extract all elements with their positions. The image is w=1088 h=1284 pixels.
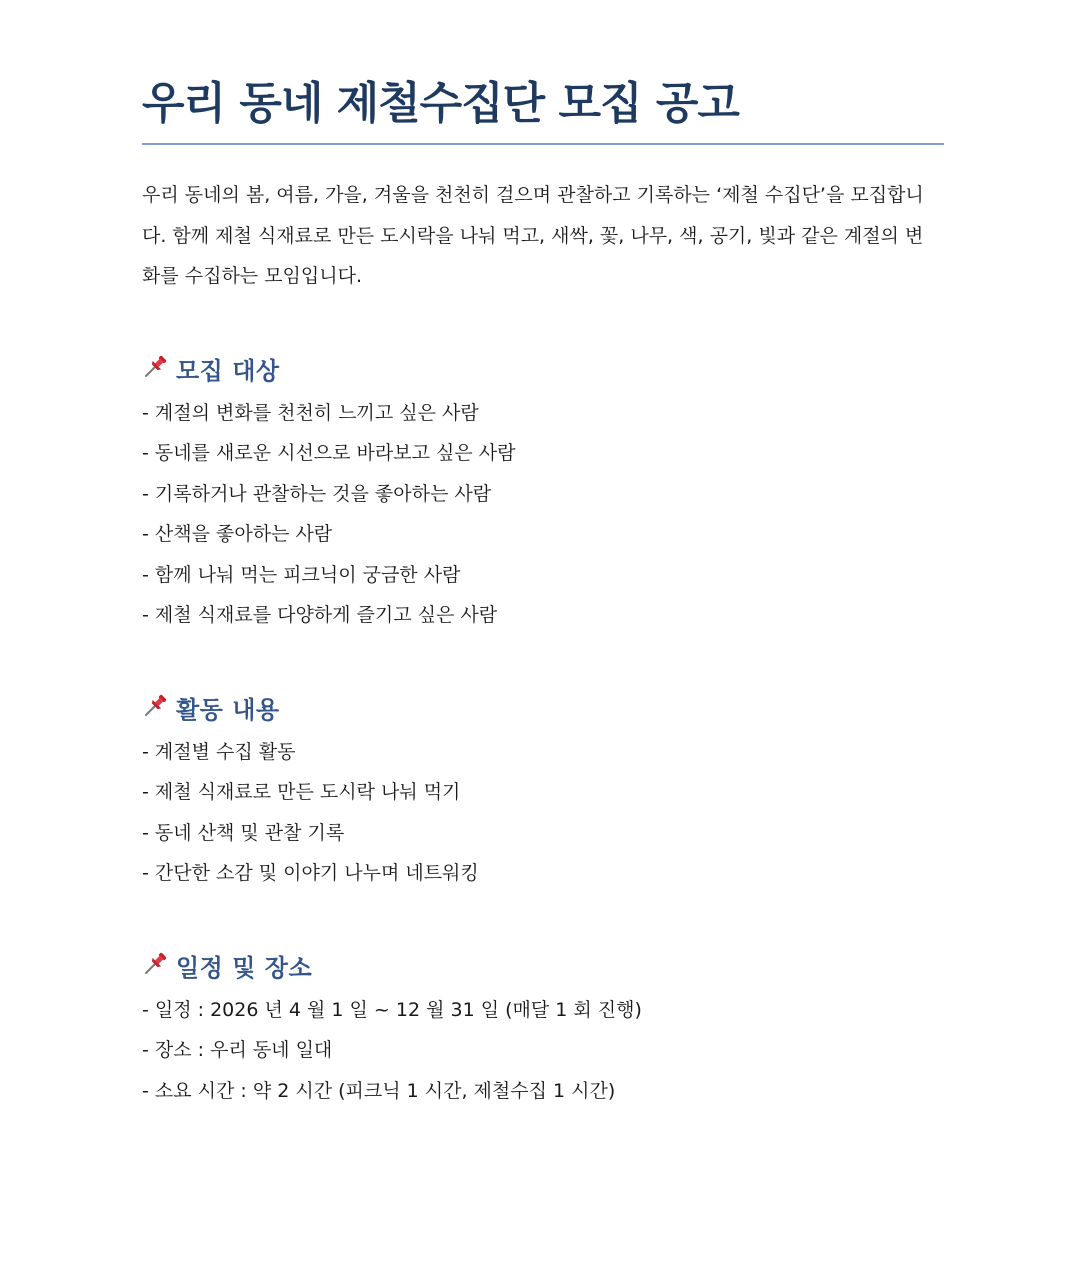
page-title: 우리 동네 제철수집단 모집 공고 [142,78,739,129]
section-title: 일정 및 장소 [176,954,313,982]
section-list [142,393,944,636]
list-item: - 동네를 새로운 시선으로 바라보고 싶은 사람 [142,442,516,464]
pushpin-icon [144,352,170,378]
section-list [142,732,944,894]
section-heading [144,349,944,389]
section-title: 모집 대상 [176,357,280,385]
list-item: - 동네 산책 및 관찰 기록 [142,821,345,844]
list-item: - 간단한 소감 및 이야기 나누며 네트워킹 [142,862,479,884]
section-list [142,990,944,1112]
section [142,688,944,894]
list-item: - 기록하거나 관찰하는 것을 좋아하는 사람 [142,482,492,505]
list-item: - 제철 식재료로 만든 도시락 나눠 먹기 [142,781,461,803]
pushpin-icon [144,691,170,717]
list-item: - 소요 시간 : 약 2 시간 (피크닉 1 시간, 제철수집 1 시간) [142,1079,616,1102]
list-item: - 함께 나눠 먹는 피크닉이 궁금한 사람 [142,563,461,586]
section [142,349,944,636]
sections-container [142,349,944,1112]
title-divider [142,143,944,145]
list-item: - 장소 : 우리 동네 일대 [142,1039,333,1061]
section [142,946,944,1112]
pushpin-icon [144,949,170,975]
document-page [142,70,944,1127]
section-heading [144,688,944,728]
intro-paragraph: 우리 동네의 봄, 여름, 가을, 겨울을 천천히 걸으며 관찰하고 기록하는 ‘제철 수집단’을 모집합니다. 함께 제철 식재료로 만든 도시락을 나눠 먹고, 새싹, 꽃, 나무, 색, 공기, 빛과 같은 계절의 변화를 수집하는 모임입니다. [142,184,924,287]
list-item: - 산책을 좋아하는 사람 [142,523,333,545]
section-heading [144,946,944,986]
list-item: - 일정 : 2026 년 4 월 1 일 ~ 12 월 31 일 (매달 1 회 진행) [142,998,642,1021]
list-item: - 계절의 변화를 천천히 느끼고 싶은 사람 [142,401,479,424]
section-title: 활동 내용 [176,696,280,724]
list-item: - 제철 식재료를 다양하게 즐기고 싶은 사람 [142,604,498,626]
list-item: - 계절별 수집 활동 [142,740,296,763]
